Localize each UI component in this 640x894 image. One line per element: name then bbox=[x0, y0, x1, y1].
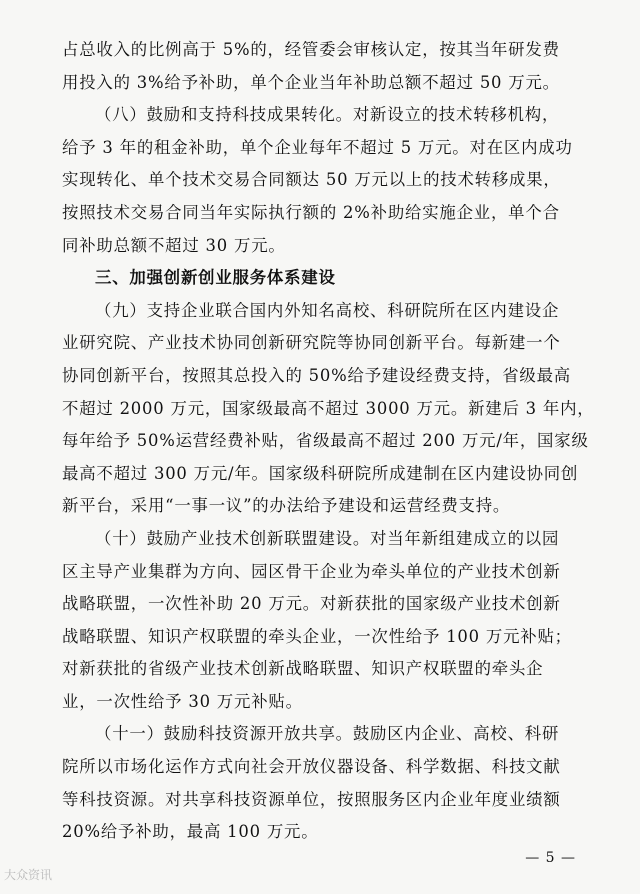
text-line: 新平台，采用“一事一议”的办法给予建设和运营经费支持。 bbox=[62, 496, 511, 516]
text-line: 同补助总额不超过 30 万元。 bbox=[62, 235, 286, 255]
section-heading: 三、加强创新创业服务体系建设 bbox=[95, 268, 336, 288]
paragraph-8-start: （八）鼓励和支持科技成果转化。对新设立的技术转移机构， bbox=[95, 105, 560, 125]
paragraph-10-start: （十）鼓励产业技术创新联盟建设。对当年新组建成立的以园 bbox=[95, 528, 560, 548]
paragraph-9-start: （九）支持企业联合国内外知名高校、科研院所在区内建设企 bbox=[95, 300, 560, 320]
text-line: 20%给予补助，最高 100 万元。 bbox=[62, 822, 319, 842]
text-line: 战略联盟，一次性补助 20 万元。对新获批的国家级产业技术创新 bbox=[62, 594, 561, 614]
text-line: 不超过 2000 万元，国家级最高不超过 3000 万元。新建后 3 年内， bbox=[62, 398, 595, 418]
text-line: 区主导产业集群为方向、园区骨干企业为牵头单位的产业技术创新 bbox=[62, 561, 561, 581]
text-line: 实现转化、单个技术交易合同额达 50 万元以上的技术转移成果， bbox=[62, 170, 561, 190]
text-line: 院所以市场化运作方式向社会开放仪器设备、科学数据、科技文献 bbox=[62, 757, 561, 777]
text-line: 占总收入的比例高于 5%的，经管委会审核认定，按其当年研发费 bbox=[62, 40, 560, 59]
text-line: 每年给予 50%运营经费补贴，省级最高不超过 200 万元/年，国家级 bbox=[62, 431, 589, 451]
text-line: 按照技术交易合同当年实际执行额的 2%补助给实施企业，单个合 bbox=[62, 202, 560, 222]
text-line: 等科技资源。对共享科技资源单位，按照服务区内企业年度业绩额 bbox=[62, 789, 561, 809]
text-line: 对新获批的省级产业技术创新战略联盟、知识产权联盟的牵头企 bbox=[62, 659, 544, 679]
watermark: 大众资讯 bbox=[4, 868, 53, 882]
text-line: 给予 3 年的租金补助，单个企业每年不超过 5 万元。对在区内成功 bbox=[62, 137, 573, 157]
text-line: 最高不超过 300 万元/年。国家级科研院所成建制在区内建设协同创 bbox=[62, 463, 579, 483]
text-line: 用投入的 3%给予补助，单个企业当年补助总额不超过 50 万元。 bbox=[62, 72, 560, 92]
text-line: 业研究院、产业技术协同创新研究院等协同创新平台。每新建一个 bbox=[62, 333, 561, 353]
text-line: 业，一次性给予 30 万元补贴。 bbox=[62, 691, 303, 711]
page-number: — 5 — bbox=[525, 850, 576, 866]
text-line: 协同创新平台，按照其总投入的 50%给予建设经费支持，省级最高 bbox=[62, 365, 571, 385]
text-line: 战略联盟、知识产权联盟的牵头企业，一次性给予 100 万元补贴； bbox=[62, 626, 572, 646]
paragraph-11-start: （十一）鼓励科技资源开放共享。鼓励区内企业、高校、科研 bbox=[95, 724, 560, 744]
body-text bbox=[62, 34, 595, 849]
